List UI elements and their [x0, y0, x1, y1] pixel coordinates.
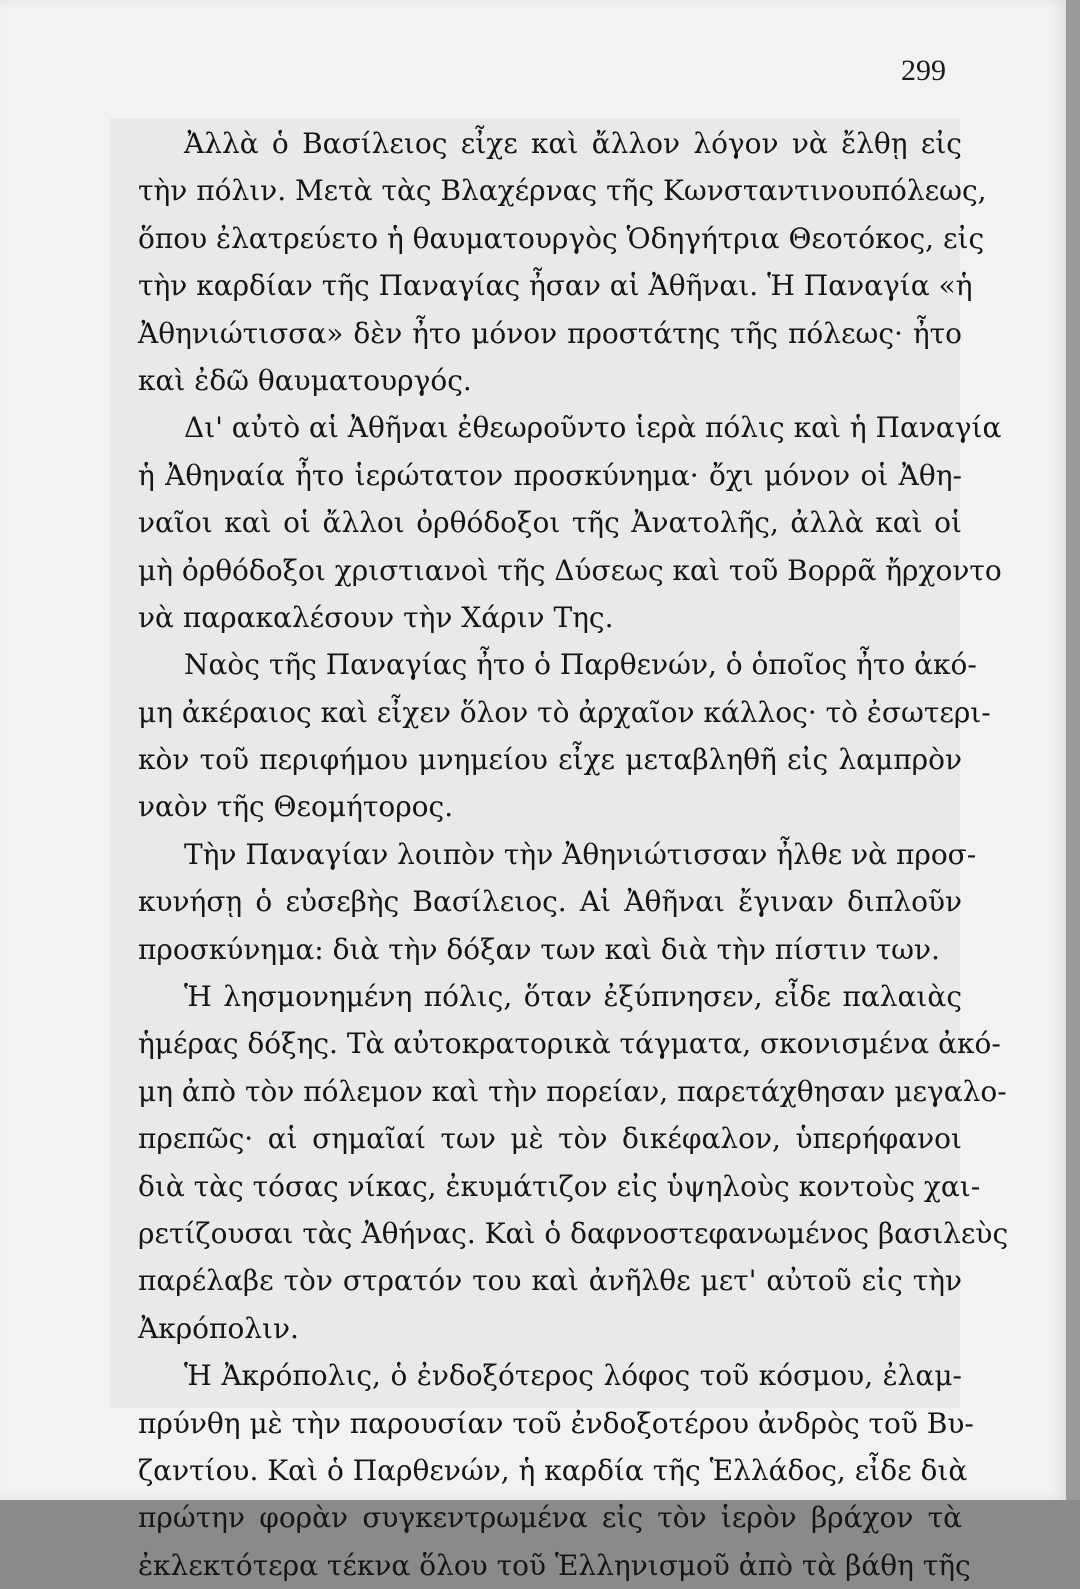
text-line: Ἀλλὰ ὁ Βασίλειος εἶχε καὶ ἄλλον λόγον νὰ ἔλθῃ εἰς — [184, 127, 962, 160]
text-line: μη ἀκέραιος καὶ εἶχεν ὅλον τὸ ἀρχαῖον κάλλος· τὸ ἐσωτερι- — [138, 695, 991, 729]
page-number: 299 — [901, 54, 946, 87]
text-line: πρώτην φορὰν συγκεντρωμένα εἰς τὸν ἱερὸν βράχον τὰ — [138, 1501, 962, 1535]
text-line: Ἡ Ἀκρόπολις, ὁ ἐνδοξότερος λόφος τοῦ κόσμου, ἐλαμ- — [184, 1359, 962, 1393]
text-line: ναὸν τῆς Θεομήτορος. — [138, 790, 454, 824]
body-text — [138, 120, 1009, 1589]
text-line: καὶ ἐδῶ θαυματουργός. — [138, 363, 472, 397]
text-line: κὸν τοῦ περιφήμου μνημείου εἶχε μεταβληθῆ εἰς λαμπρὸν — [138, 743, 962, 777]
text-line: ζαντίου. Καὶ ὁ Παρθενών, ἡ καρδία τῆς Ἑλλάδος, εἶδε διὰ — [138, 1453, 968, 1487]
text-line: προσκύνημα: διὰ τὴν δόξαν των καὶ διὰ τὴν πίστιν των. — [138, 932, 940, 966]
text-line: τὴν πόλιν. Μετὰ τὰς Βλαχέρνας τῆς Κωνσταντινουπόλεως, — [138, 174, 987, 208]
text-line: πρεπῶς· αἱ σημαῖαί των μὲ τὸν δικέφαλον, ὑπερήφανοι — [138, 1122, 962, 1156]
text-line: διὰ τὰς τόσας νίκας, ἐκυμάτιζον εἰς ὑψηλοὺς κοντοὺς χαι- — [138, 1169, 981, 1203]
text-line: μη ἀπὸ τὸν πόλεμον καὶ τὴν πορείαν, παρετάχθησαν μεγαλο- — [138, 1074, 1007, 1108]
text-line: Ἀθηνιώτισσα» δὲν ἦτο μόνον προστάτης τῆς πόλεως· ἦτο — [138, 316, 962, 350]
text-line: παρέλαβε τὸν στρατόν του καὶ ἀνῆλθε μετ' αὐτοῦ εἰς τὴν — [138, 1264, 962, 1298]
text-line: μὴ ὀρθόδοξοι χριστιανοὶ τῆς Δύσεως καὶ τοῦ Βορρᾶ ἤρχοντο — [138, 553, 1002, 587]
text-line: Τὴν Παναγίαν λοιπὸν τὴν Ἀθηνιώτισσαν ἦλθε νὰ προσ- — [184, 837, 977, 871]
text-line: Δι' αὐτὸ αἱ Ἀθῆναι ἐθεωροῦντο ἱερὰ πόλις καὶ ἡ Παναγία — [184, 411, 1002, 445]
text-line: Ναὸς τῆς Παναγίας ἦτο ὁ Παρθενών, ὁ ὁποῖος ἦτο ἀκό- — [184, 648, 977, 682]
text-line: ἡμέρας δόξης. Τὰ αὐτοκρατορικὰ τάγματα, σκονισμένα ἀκό- — [138, 1027, 1001, 1061]
text-line: ἐκλεκτότερα τέκνα ὅλου τοῦ Ἑλληνισμοῦ ἀπὸ τὰ βάθη τῆς — [138, 1548, 971, 1582]
text-line: ἡ Ἀθηναία ἦτο ἱερώτατον προσκύνημα· ὄχι μόνον οἱ Ἀθη- — [138, 458, 962, 492]
text-line: κυνήσῃ ὁ εὐσεβὴς Βασίλειος. Αἱ Ἀθῆναι ἔγιναν διπλοῦν — [138, 885, 962, 919]
text-line: νὰ παρακαλέσουν τὴν Χάριν Της. — [138, 600, 614, 634]
text-line: ὅπου ἐλατρεύετο ἡ θαυματουργὸς Ὁδηγήτρια Θεοτόκος, εἰς — [138, 221, 985, 255]
text-line: πρύνθη μὲ τὴν παρουσίαν τοῦ ἐνδοξοτέρου ἀνδρὸς τοῦ Βυ- — [138, 1406, 974, 1440]
text-line: Ἀκρόπολιν. — [138, 1311, 299, 1345]
text-line: Ἡ λησμονημένη πόλις, ὅταν ἐξύπνησεν, εἶδε παλαιὰς — [184, 980, 962, 1014]
text-line: ναῖοι καὶ οἱ ἄλλοι ὀρθόδοξοι τῆς Ἀνατολῆς, ἀλλὰ καὶ οἱ — [138, 506, 962, 540]
text-line: ρετίζουσαι τὰς Ἀθήνας. Καὶ ὁ δαφνοστεφανωμένος βασιλεὺς — [138, 1216, 1009, 1250]
page-edge — [1066, 0, 1080, 1500]
text-line: τὴν καρδίαν τῆς Παναγίας ἦσαν αἱ Ἀθῆναι. Ἡ Παναγία «ἡ — [138, 269, 973, 303]
